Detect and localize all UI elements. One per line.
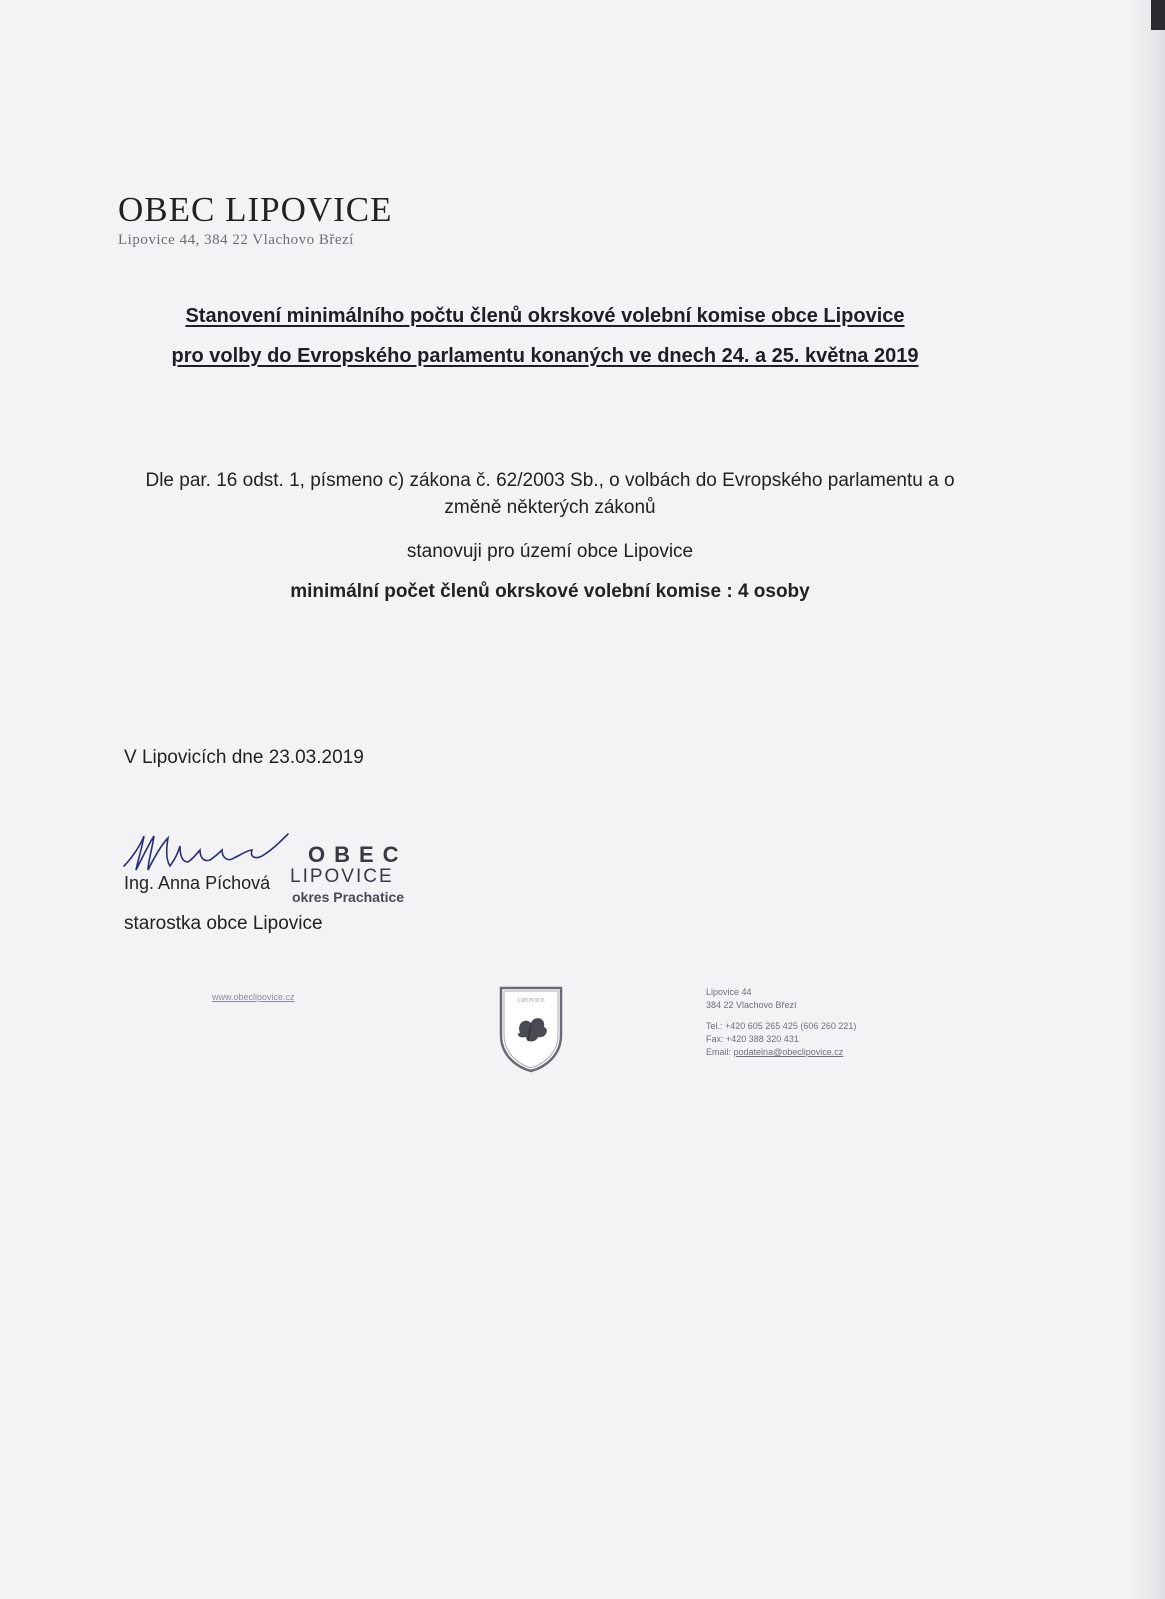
footer-contact [706,986,856,1059]
footer-email-row [706,1046,856,1059]
scan-corner [1151,0,1165,30]
signatory-role: starostka obce Lipovice [124,913,323,934]
stamp-line-1: OBEC [308,842,408,867]
establish-statement: stanovuji pro území obce Lipovice [406,541,694,562]
document-title-line-1: Stanovení minimálního počtu členů okrskové volební komise obce Lipovice [185,305,905,327]
municipality-name: OBEC LIPOVICE [118,190,393,229]
official-stamp [290,842,440,917]
footer-website-link[interactable]: www.obeclipovice.cz [212,992,295,1002]
crest-label-text: LIPOVICE [517,998,545,1004]
footer-address-line-1: Lipovice 44 [706,987,752,997]
stamp-line-3: okres Prachatice [292,889,405,905]
place-and-date: V Lipovicích dne 23.03.2019 [124,747,364,768]
signatory-name: Ing. Anna Píchová [124,873,271,893]
crest-label [498,985,564,1073]
footer-phone: Tel.: +420 605 265 425 (606 260 221) [706,1021,857,1031]
footer-email-link[interactable]: podatelna@obeclipovice.cz [733,1047,844,1057]
legal-basis-line-1: Dle par. 16 odst. 1, písmeno c) zákona č. 62/2003 Sb., o volbách do Evropského parlamentu a o [145,470,955,491]
minimum-members-statement: minimální počet členů okrskové volební komise : 4 osoby [290,581,810,602]
municipality-address: Lipovice 44, 384 22 Vlachovo Březí [118,232,354,248]
footer-address-line-2: 384 22 Vlachovo Březí [706,1000,797,1010]
legal-basis-line-2: změně některých zákonů [444,497,656,518]
document-title-line-2: pro volby do Evropského parlamentu konaných ve dnech 24. a 25. května 2019 [171,345,919,367]
stamp-line-2: LIPOVICE [290,866,394,887]
scan-edge [1127,0,1165,1599]
footer-fax: Fax: +420 388 320 431 [706,1034,799,1044]
legal-basis [120,467,980,521]
footer-email-label: Email: [706,1047,732,1057]
